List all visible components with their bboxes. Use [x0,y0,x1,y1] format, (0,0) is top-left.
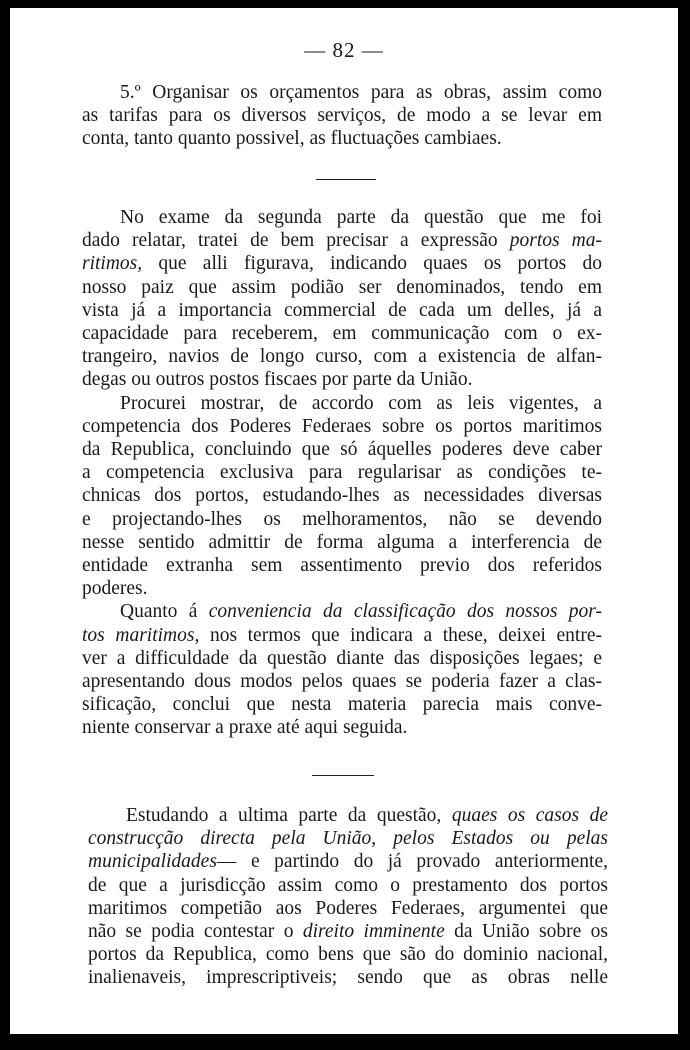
text-line: conta, tanto quanto possivel, as fluctuações cambiaes. [82,128,502,150]
text-line [82,252,602,275]
text-line: sificação, conclui que nesta materia parecia mais conve- [82,694,602,716]
section-divider [316,179,376,180]
text-line: degas ou outros postos fiscaes por parte da União. [82,369,473,391]
text-line [88,850,608,873]
text-line: nesse sentido admittir de forma alguma a interferencia de [82,531,602,553]
text-run: nos termos que indicara a these, deixei entre- [199,624,602,646]
text-run: dado relatar, tratei de bem precisar a expressão [82,230,510,252]
italic-run: municipalidades [88,851,217,873]
text-line: portos da Republica, como bens que são do dominio nacional, [88,944,608,966]
italic-run: tos maritimos, [82,624,200,646]
text-run: da União sobre os [444,921,608,943]
text-line: inalienaveis, imprescriptiveis; sendo que as obras nelle [88,967,608,989]
text-line: No exame da segunda parte da questão que me foi [120,207,602,228]
italic-run: construcção directa pela União, pelos Estados ou pelas [88,828,608,850]
text-run: Estudando a ultima parte da questão, [126,805,452,826]
text-line [88,827,608,850]
text-line [88,920,608,943]
italic-run: portos ma- [509,230,603,252]
text-line: e projectando-lhes os melhoramentos, não se devendo [82,508,602,530]
text-line: competencia dos Poderes Federaes sobre os portos maritimos [82,415,602,437]
text-run: — e partindo do já provado anteriormente, [216,851,608,873]
text-line: Procurei mostrar, de accordo com as leis vigentes, a [120,392,602,414]
text-line: ver a difficuldade da questão diante das disposições legaes; e [82,647,602,669]
text-line: a competencia exclusiva para regularisar as condições te- [82,462,602,484]
text-line: niente conservar a praxe até aqui seguida. [82,717,408,739]
text-line: 5.º Organisar os orçamentos para as obras, assim como [120,82,602,103]
text-line: da Republica, concluindo que só áquelles poderes deve caber [82,439,602,461]
text-line: chnicas dos portos, estudando-lhes as necessidades diversas [82,485,602,507]
text-line: vista já a importancia commercial de cada um delles, já a [82,299,602,321]
text-line [88,804,608,827]
italic-run: conveniencia da classificação dos nossos por- [208,601,602,623]
text-line: maritimos competião aos Poderes Federaes, argumentei que [88,897,608,919]
text-line [82,600,602,623]
italic-run: direito imminente [302,921,445,943]
section-3 [88,804,608,990]
page-number: — 82 — [304,38,384,62]
text-run: que alli figurava, indicando quaes os portos do [142,253,602,275]
text-line: entidade extranha sem assentimento previo dos referidos [82,555,602,577]
section-divider [312,775,374,776]
text-run: Quanto á [120,601,209,623]
italic-run: ritimos, [82,253,143,275]
italic-run: quaes os casos de [451,805,608,826]
text-run: não se podia contestar o [88,921,303,943]
text-line: apresentando dous modos pelos quaes se poderia fazer a clas- [82,671,602,693]
text-line: capacidade para receberem, em communicação com o ex- [82,323,602,345]
text-line: de que a jurisdicção assim como o prestamento dos portos [88,874,608,896]
text-line: nosso paiz que assim podião ser denominados, tendo em [82,276,602,298]
book-page [10,8,678,1034]
text-line: poderes. [82,578,148,600]
item-5-paragraph [82,81,602,151]
text-line: trangeiro, navios de longo curso, com a existencia de alfan- [82,346,602,368]
text-line [82,624,602,647]
text-line: as tarifas para os diversos serviços, de modo a se levar em [82,105,602,127]
section-2 [82,206,602,740]
text-line [82,229,602,252]
